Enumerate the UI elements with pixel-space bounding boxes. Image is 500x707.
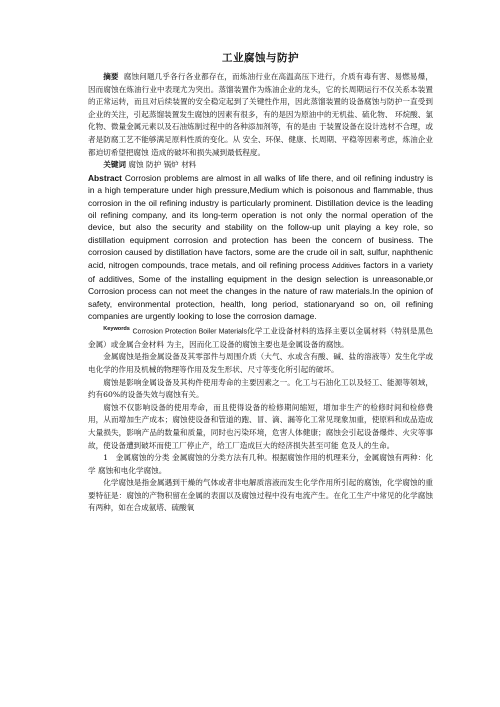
abstract-cn-text: 腐蚀问题几乎各行各业都存在，而炼油行业在高温高压下进行，介质有毒有害、易燃易爆，因而腐蚀在炼油行业中表现尤为突出。蒸馏装置作为炼油企业的龙头，它的长周期运行不仅关系本装置的正常运转，而且对后续装置的安全稳定起到了关键性作用，因此蒸馏装置的设备腐蚀与防护一直受到企业的关注，引起蒸馏装置发生腐蚀的因素有很多，有的是因为原油中的无机盐、硫化物、 环烷酸、氯化物、微量金属元素以及石油炼制过程中的各种添加剂等，有的是由 于装置设备在设计选材不合理，或者是防腐工艺不能够满足原料性质的变化。从 安全、环保、健康、长周期、平稳等因素考虑，炼油企业都迫切希望把腐蚀 造成的破坏和损失减到最低程度。: [88, 72, 433, 157]
body-paragraph: 化学腐蚀是指金属遇到干燥的气体或者非电解质溶液而发生化学作用所引起的腐蚀，化学腐蚀的重要特征是：腐蚀的产物积留在金属的表面以及腐蚀过程中没有电流产生。在化工生产中常见的化学腐蚀有两种，如在合成氨塔、硫酸氧: [88, 478, 433, 513]
keywords-cn-text: 腐蚀 防护 锅炉 材料: [128, 160, 197, 170]
body-paragraph: 金属腐蚀是指金属设备及其零部件与周围介质（大气、水或含有酸、碱、盐的溶液等）发生化学或电化学的作用及机械的物理等作用及发生形状、尺寸等变化所引起的破坏。: [88, 352, 433, 374]
keywords-en: [88, 323, 433, 352]
keywords-en-label: Keywords: [103, 325, 130, 332]
document-page: [88, 50, 433, 515]
keywords-cn-label: 关键词: [103, 160, 126, 170]
abstract-en-text-small: Additives: [332, 262, 361, 270]
abstract-en-text-1: Corrosion problems are almost in all walks of life there, and oil refining industry is in a high temperature under high pressure,Medium which is poisonous and flammable, thus corrosion in the oil refining industry is particularly prominent. Distillation device is the leading oil refining company, and its long-term operation is not only the normal operation of the device, but also the security and stability on the follow-up unit playing a key role, so distillation equipment corrosion and protection has been the concern of business. The corrosion caused by distillation have factors, some are the crude oil in salt, sulfur, naphthenic acid, nitrogen compounds, trace metals, and oil refining process: [88, 172, 433, 270]
body-paragraph: 腐蚀不仅影响设备的使用寿命，而且使得设备的检修期间缩短，增加非生产的检修时间和检修费用，从而增加生产成本；腐蚀使设备和管道的跑、冒、滴、漏等化工常见现象加重，使原料和成品造成大量损失，影响产品的数量和质量，同时也污染环境，危害人体健康；腐蚀会引起设备爆炸、火灾等事故，使设备遭到破坏而使工厂停止产，给工厂造成巨大的经济损失甚至可能 危及人的生命。: [88, 402, 433, 450]
abstract-cn-label: 摘要: [103, 72, 119, 81]
abstract-en-text-2: factors in a variety of additives, Some of the installing equipment in the design selection is unreasonable,or Corrosion process can not meet the changes in the nature of raw materials.In the opinion of safety, environmental protection, health, long period, stationaryand so on, oil refining companies are urgently looking to lose the corrosion damage.: [88, 259, 433, 322]
abstract-en: [88, 172, 433, 323]
page-title: 工业腐蚀与防护: [222, 52, 299, 64]
body-paragraph: 腐蚀是影响金属设备及其构件使用寿命的主要因素之一。化工与石油化工以及轻工、能源等领域，约有60%的设备失效与腐蚀有关。: [88, 377, 433, 400]
section-heading-paragraph: 1 金属腐蚀的分类 金属腐蚀的分类方法有几种。根据腐蚀作用的机理来分，金属腐蚀有两种：化学 腐蚀和电化学腐蚀。: [88, 453, 433, 475]
abstract-cn: [88, 71, 433, 159]
abstract-en-label: Abstract: [88, 172, 122, 183]
keywords-cn: [88, 159, 433, 172]
keywords-en-text: Corrosion Protection Boiler Materials: [132, 328, 247, 336]
keywords-en-tail: 化学工业设备材料的选择主要以金属材料（特别是黑色金属）或金属合金材料 为主，因而化工设备的腐蚀主要也是金属设备的腐蚀。: [88, 326, 433, 349]
